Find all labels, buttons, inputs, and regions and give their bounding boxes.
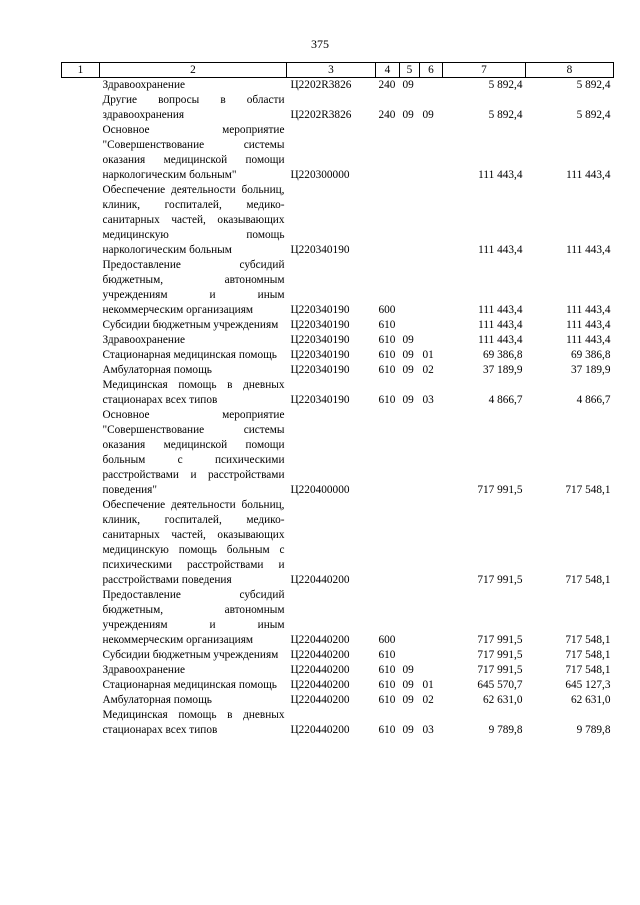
section-code — [400, 648, 420, 663]
expense-type-code — [376, 498, 400, 588]
column-header: 8 — [526, 63, 614, 78]
amount-year-1: 717 991,5 — [477, 634, 523, 646]
amount-year-1: 37 189,9 — [482, 364, 523, 376]
amount-year-1: 111 443,4 — [478, 169, 523, 181]
section-code: 09 — [402, 364, 414, 376]
amount-year-1: 111 443,4 — [478, 244, 523, 256]
subsection-code — [420, 318, 443, 333]
item-name: Медицинская помощь в дневных стационарах всех типов — [102, 709, 285, 736]
item-name: Амбулаторная помощь — [102, 364, 212, 376]
column-header: 1 — [62, 63, 100, 78]
target-article-code: Ц220440200 — [290, 724, 350, 736]
item-name: Основное мероприятие "Совершенствование системы оказания медицинской помощи наркологическим больным" — [102, 124, 285, 181]
amount-year-2: 5 892,4 — [576, 79, 611, 91]
target-article-code: Ц220340190 — [290, 244, 350, 256]
target-article-code: Ц220340190 — [290, 319, 350, 331]
item-name: Другие вопросы в области здравоохранения — [102, 94, 285, 121]
amount-year-1: 717 991,5 — [477, 664, 523, 676]
expense-type-code: 610 — [378, 319, 396, 331]
amount-year-1: 717 991,5 — [477, 484, 523, 496]
item-name: Субсидии бюджетным учреждениям — [102, 319, 279, 331]
expense-type-code: 240 — [378, 109, 396, 121]
target-article-code: Ц220440200 — [290, 574, 350, 586]
section-code: 09 — [402, 679, 414, 691]
target-article-code: Ц220340190 — [290, 394, 350, 406]
number-cell — [62, 348, 100, 363]
amount-year-1: 111 443,4 — [478, 334, 523, 346]
item-name: Здравоохранение — [102, 334, 186, 346]
number-cell — [62, 123, 100, 183]
target-article-code: Ц220440200 — [290, 664, 350, 676]
item-name: Медицинская помощь в дневных стационарах всех типов — [102, 379, 285, 406]
item-name: Основное мероприятие "Совершенствование системы оказания медицинской помощи больным с психическими расстройствами и расстройствами поведения" — [102, 409, 285, 496]
table-row — [62, 408, 614, 498]
table-row — [62, 378, 614, 408]
section-code: 09 — [402, 664, 414, 676]
amount-year-1: 5 892,4 — [488, 109, 523, 121]
expense-type-code: 600 — [378, 634, 396, 646]
number-cell — [62, 378, 100, 408]
section-code — [400, 258, 420, 318]
number-cell — [62, 498, 100, 588]
number-cell — [62, 678, 100, 693]
amount-year-1: 4 866,7 — [488, 394, 523, 406]
budget-table — [61, 62, 614, 738]
target-article-code: Ц220340190 — [290, 364, 350, 376]
table-row — [62, 123, 614, 183]
table-row — [62, 708, 614, 738]
expense-type-code: 610 — [378, 394, 396, 406]
amount-year-2: 37 189,9 — [570, 364, 611, 376]
section-code — [400, 123, 420, 183]
expense-type-code — [376, 408, 400, 498]
target-article-code: Ц220340190 — [290, 349, 350, 361]
item-name: Стационарная медицинская помощь — [102, 679, 277, 691]
table-row — [62, 348, 614, 363]
subsection-code — [420, 663, 443, 678]
amount-year-2: 111 443,4 — [566, 244, 611, 256]
amount-year-2: 111 443,4 — [566, 319, 611, 331]
column-header: 6 — [420, 63, 443, 78]
item-name: Предоставление субсидий бюджетным, автономным учреждениям и иным некоммерческим организациям — [102, 589, 285, 646]
item-name: Обеспечение деятельности больниц, клиник, госпиталей, медико-санитарных частей, оказывающих медицинскую помощь наркологическим больным — [102, 184, 285, 256]
amount-year-1: 717 991,5 — [477, 649, 523, 661]
section-code: 09 — [402, 109, 414, 121]
section-code — [400, 498, 420, 588]
table-row — [62, 258, 614, 318]
column-header: 3 — [287, 63, 376, 78]
table-row — [62, 333, 614, 348]
amount-year-1: 69 386,8 — [482, 349, 523, 361]
subsection-code — [420, 258, 443, 318]
table-row — [62, 498, 614, 588]
item-name: Амбулаторная помощь — [102, 694, 212, 706]
amount-year-1: 5 892,4 — [488, 79, 523, 91]
number-cell — [62, 708, 100, 738]
target-article-code: Ц220440200 — [290, 679, 350, 691]
amount-year-2: 111 443,4 — [566, 334, 611, 346]
table-row — [62, 588, 614, 648]
expense-type-code: 610 — [378, 724, 396, 736]
number-cell — [62, 318, 100, 333]
table-row — [62, 93, 614, 123]
expense-type-code: 610 — [378, 679, 396, 691]
target-article-code: Ц2202R3826 — [290, 109, 352, 121]
subsection-code — [420, 78, 443, 94]
target-article-code: Ц220340190 — [290, 334, 350, 346]
header-row — [62, 63, 614, 78]
item-name: Обеспечение деятельности больниц, клиник, госпиталей, медико-санитарных частей, оказывающих медицинскую помощь больным с психическими расстройствами и расстройствами поведения — [102, 499, 285, 586]
column-header: 2 — [100, 63, 287, 78]
amount-year-2: 69 386,8 — [570, 349, 611, 361]
target-article-code: Ц220300000 — [290, 169, 350, 181]
table-row — [62, 648, 614, 663]
number-cell — [62, 93, 100, 123]
column-header: 7 — [443, 63, 526, 78]
amount-year-2: 717 548,1 — [565, 574, 611, 586]
table-row — [62, 78, 614, 94]
subsection-code — [420, 333, 443, 348]
target-article-code: Ц220340190 — [290, 304, 350, 316]
number-cell — [62, 663, 100, 678]
table-row — [62, 363, 614, 378]
page-number: 375 — [311, 37, 329, 51]
subsection-code: 01 — [422, 679, 434, 691]
section-code: 09 — [402, 79, 414, 91]
expense-type-code: 610 — [378, 334, 396, 346]
subsection-code — [420, 498, 443, 588]
number-cell — [62, 363, 100, 378]
table-row — [62, 318, 614, 333]
expense-type-code: 610 — [378, 664, 396, 676]
table-row — [62, 663, 614, 678]
expense-type-code: 600 — [378, 304, 396, 316]
target-article-code: Ц220440200 — [290, 649, 350, 661]
amount-year-1: 9 789,8 — [488, 724, 523, 736]
amount-year-2: 5 892,4 — [576, 109, 611, 121]
section-code — [400, 588, 420, 648]
amount-year-2: 717 548,1 — [565, 484, 611, 496]
number-cell — [62, 183, 100, 258]
expense-type-code: 610 — [378, 349, 396, 361]
item-name: Предоставление субсидий бюджетным, автономным учреждениям и иным некоммерческим организациям — [102, 259, 285, 316]
amount-year-2: 9 789,8 — [576, 724, 611, 736]
number-cell — [62, 648, 100, 663]
column-header: 5 — [400, 63, 420, 78]
subsection-code — [420, 648, 443, 663]
section-code — [400, 318, 420, 333]
table-row — [62, 183, 614, 258]
amount-year-2: 62 631,0 — [570, 694, 611, 706]
subsection-code: 01 — [422, 349, 434, 361]
amount-year-1: 111 443,4 — [478, 319, 523, 331]
target-article-code: Ц2202R3826 — [290, 79, 352, 91]
number-cell — [62, 588, 100, 648]
amount-year-1: 645 570,7 — [477, 679, 523, 691]
section-code: 09 — [402, 334, 414, 346]
number-cell — [62, 258, 100, 318]
target-article-code: Ц220400000 — [290, 484, 350, 496]
amount-year-2: 717 548,1 — [565, 634, 611, 646]
amount-year-2: 111 443,4 — [566, 169, 611, 181]
target-article-code: Ц220440200 — [290, 634, 350, 646]
section-code — [400, 183, 420, 258]
amount-year-2: 645 127,3 — [565, 679, 611, 691]
subsection-code — [420, 588, 443, 648]
expense-type-code: 240 — [378, 79, 396, 91]
section-code: 09 — [402, 394, 414, 406]
subsection-code: 09 — [422, 109, 434, 121]
subsection-code — [420, 408, 443, 498]
item-name: Субсидии бюджетным учреждениям — [102, 649, 279, 661]
number-cell — [62, 78, 100, 94]
column-header: 4 — [376, 63, 400, 78]
section-code: 09 — [402, 349, 414, 361]
item-name: Здравоохранение — [102, 79, 186, 91]
number-cell — [62, 408, 100, 498]
section-code: 09 — [402, 724, 414, 736]
amount-year-2: 4 866,7 — [576, 394, 611, 406]
target-article-code: Ц220440200 — [290, 694, 350, 706]
expense-type-code — [376, 123, 400, 183]
amount-year-2: 717 548,1 — [565, 649, 611, 661]
expense-type-code: 610 — [378, 649, 396, 661]
number-cell — [62, 693, 100, 708]
subsection-code: 03 — [422, 724, 434, 736]
table-row — [62, 678, 614, 693]
number-cell — [62, 333, 100, 348]
expense-type-code — [376, 183, 400, 258]
amount-year-1: 717 991,5 — [477, 574, 523, 586]
amount-year-1: 62 631,0 — [482, 694, 523, 706]
table-row — [62, 693, 614, 708]
subsection-code: 02 — [422, 694, 434, 706]
amount-year-2: 111 443,4 — [566, 304, 611, 316]
amount-year-2: 717 548,1 — [565, 664, 611, 676]
amount-year-1: 111 443,4 — [478, 304, 523, 316]
expense-type-code: 610 — [378, 364, 396, 376]
subsection-code — [420, 183, 443, 258]
item-name: Здравоохранение — [102, 664, 186, 676]
section-code: 09 — [402, 694, 414, 706]
section-code — [400, 408, 420, 498]
subsection-code: 03 — [422, 394, 434, 406]
subsection-code — [420, 123, 443, 183]
subsection-code: 02 — [422, 364, 434, 376]
item-name: Стационарная медицинская помощь — [102, 349, 277, 361]
expense-type-code: 610 — [378, 694, 396, 706]
